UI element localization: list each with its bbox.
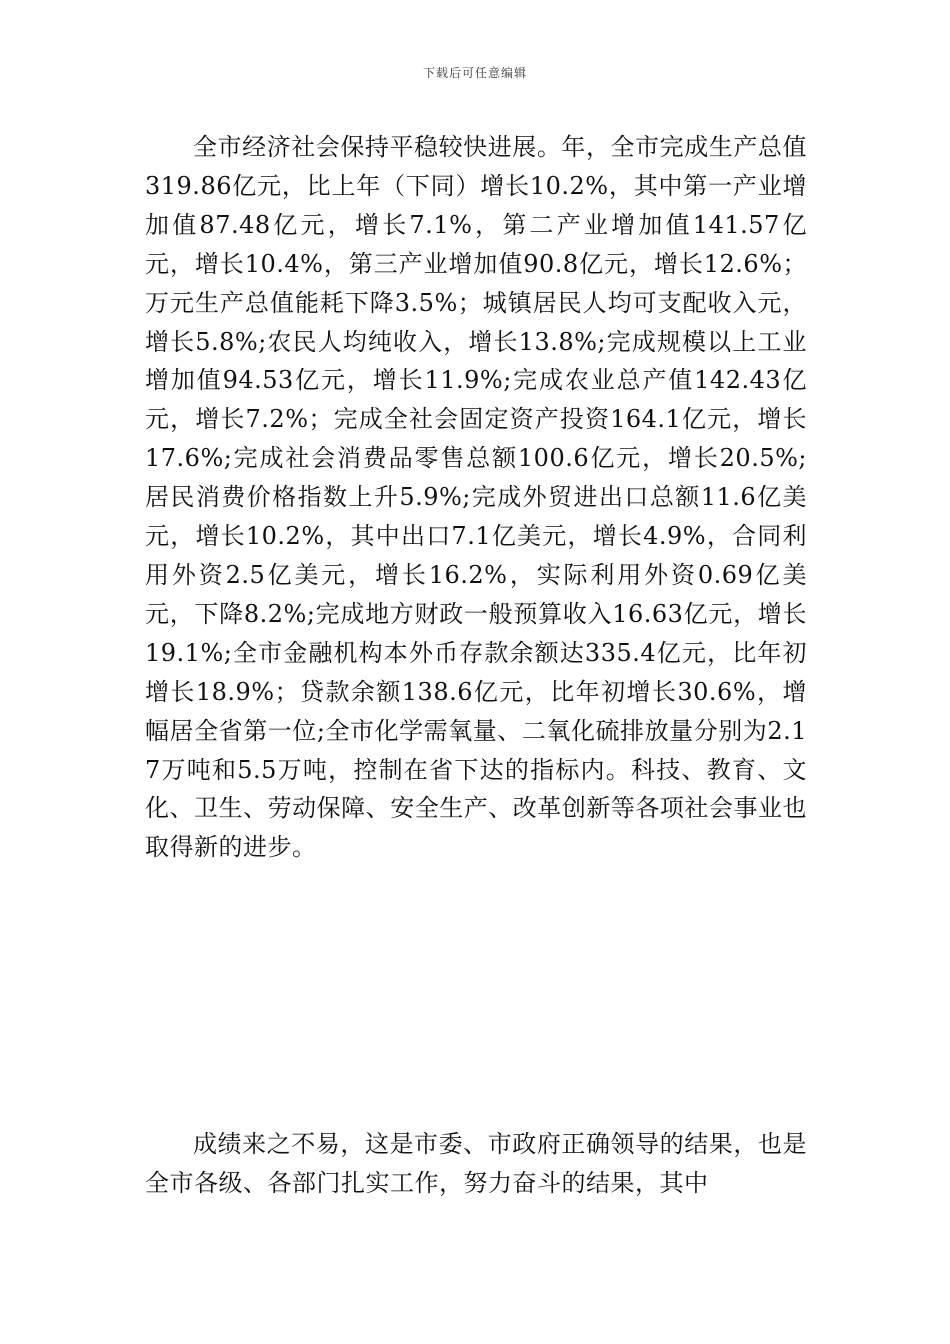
document-body [145,128,807,867]
paragraph-economic-summary: 全市经济社会保持平稳较快进展。年，全市完成生产总值319.86亿元，比上年（下同）增长10.2%，其中第一产业增加值87.48亿元，增长7.1%，第二产业增加值141.57亿元，增长10.4%，第三产业增加值90.8亿元，增长12.6%；万元生产总值能耗下降3.5%；城镇居民人均可支配收入元，增长5.8%;农民人均纯收入，增长13.8%;完成规模以上工业增加值94.53亿元，增长11.9%;完成农业总产值142.43亿元，增长7.2%；完成全社会固定资产投资164.1亿元，增长17.6%;完成社会消费品零售总额100.6亿元，增长20.5%;居民消费价格指数上升5.9%;完成外贸进出口总额11.6亿美元，增长10.2%，其中出口7.1亿美元，增长4.9%，合同利用外资2.5亿美元，增长16.2%，实际利用外资0.69亿美元，下降8.2%;完成地方财政一般预算收入16.63亿元，增长19.1%;全市金融机构本外币存款余额达335.4亿元，比年初增长18.9%；贷款余额138.6亿元，比年初增长30.6%，增幅居全省第一位;全市化学需氧量、二氧化硫排放量分别为2.17万吨和5.5万吨，控制在省下达的指标内。科技、教育、文化、卫生、劳动保障、安全生产、改革创新等各项社会事业也取得新的进步。 [145,133,807,862]
paragraph-achievements: 成绩来之不易，这是市委、市政府正确领导的结果，也是全市各级、各部门扎实工作，努力奋斗的结果，其中 [145,1130,807,1197]
document-body-continued [145,1125,807,1203]
page-header-note: 下载后可任意编辑 [422,66,527,80]
